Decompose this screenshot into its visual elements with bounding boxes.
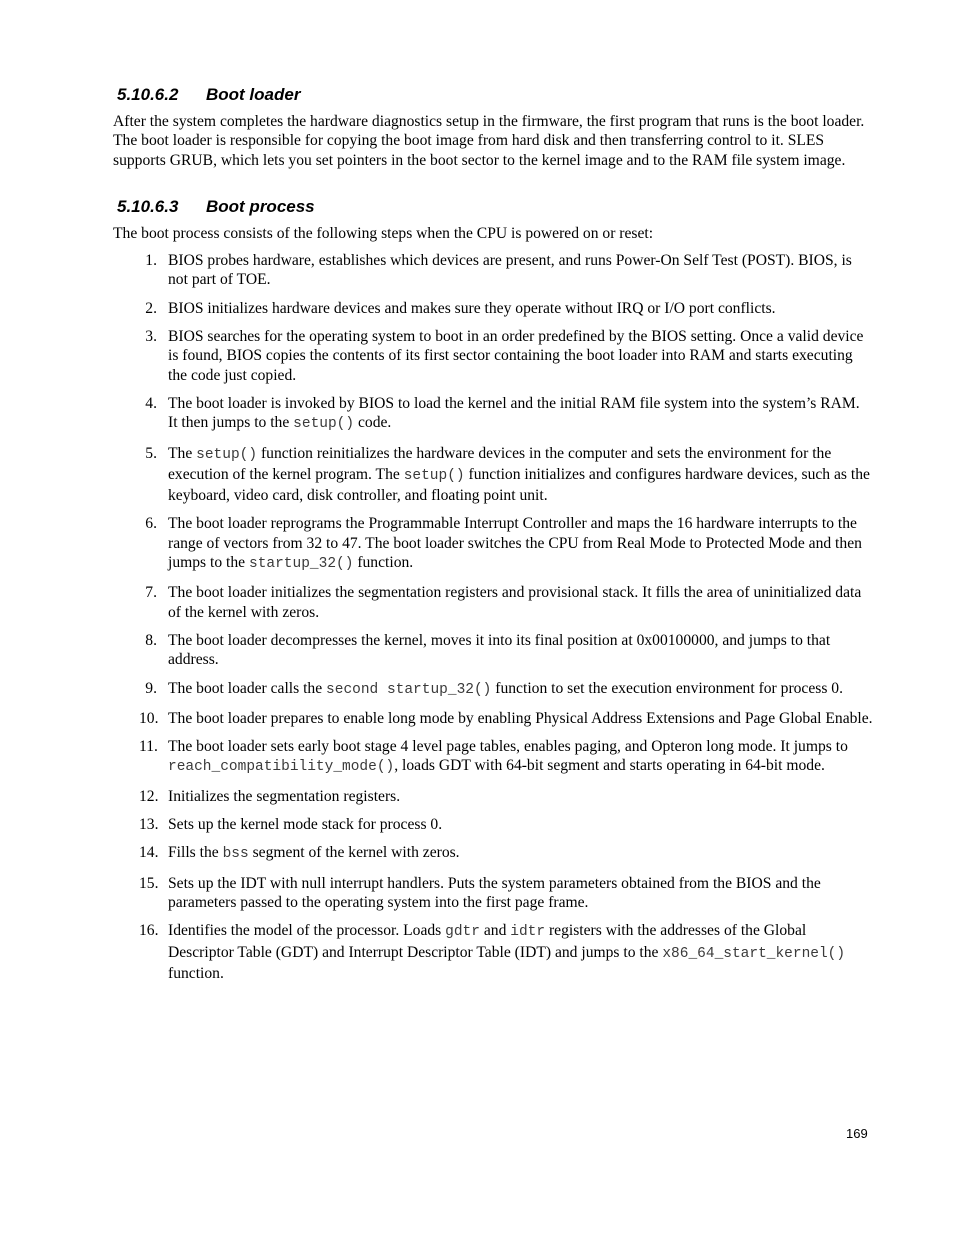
step-number: 7. — [145, 584, 157, 602]
step-number: 4. — [145, 394, 157, 412]
text-run: The boot loader decompresses the kernel, moves it into its final position at 0x00100000, and jumps to that address. — [168, 631, 831, 669]
step-text — [168, 252, 852, 288]
step-number: 6. — [145, 515, 157, 533]
step-text — [168, 710, 873, 727]
code-snippet: second startup_32() — [326, 681, 492, 698]
code-snippet: reach_compatibility_mode() — [168, 759, 395, 776]
step-text — [168, 844, 460, 861]
text-run: , loads GDT with 64-bit segment and starts operating in 64-bit mode. — [394, 757, 825, 775]
text-run: function. — [353, 554, 414, 572]
step-number: 1. — [145, 252, 157, 270]
step-number: 9. — [145, 679, 157, 697]
text-run: segment of the kernel with zeros. — [248, 844, 460, 862]
step-item — [113, 709, 873, 728]
boot-process-intro: The boot process consists of the following steps when the CPU is powered on or reset: — [113, 224, 654, 242]
text-run: function. — [168, 964, 224, 982]
step-item — [113, 679, 873, 700]
text-run: The boot loader prepares to enable long mode by enabling Physical Address Extensions and Page Global Enable. — [168, 709, 873, 727]
code-snippet: startup_32() — [249, 556, 354, 573]
text-run: The boot loader sets early boot stage 4 level page tables, enables paging, and Opteron long mode. It jumps to — [168, 738, 848, 756]
code-snippet: gdtr — [445, 924, 480, 941]
text-run: Fills the — [168, 844, 223, 862]
section-number: 5.10.6.3 — [117, 196, 179, 216]
text-run: function reinitializes the hardware devices in the computer and sets the environment for the execution of the kernel program. The — [168, 444, 832, 483]
boot-steps-list — [113, 251, 873, 983]
step-item — [113, 394, 873, 435]
step-text — [168, 584, 861, 620]
section-title: Boot process — [206, 196, 315, 216]
step-number: 5. — [145, 444, 157, 462]
step-item — [113, 514, 873, 574]
text-run: The boot loader is invoked by BIOS to load the kernel and the initial RAM file system into the system’s RAM. It then jumps to the — [168, 394, 860, 432]
step-item — [113, 299, 873, 318]
step-item — [113, 815, 873, 834]
step-item — [113, 327, 873, 385]
text-run: The boot loader initializes the segmentation registers and provisional stack. It fills the area of uninitialized data of the kernel with zeros. — [168, 584, 862, 621]
text-run: The boot loader calls the — [168, 679, 327, 697]
step-item — [113, 631, 873, 670]
text-run: function initializes and configures hardware devices, such as the keyboard, video card, disk controller, and floating point unit. — [168, 465, 870, 505]
step-number: 14. — [139, 844, 159, 862]
step-item — [113, 843, 873, 864]
step-text — [168, 680, 843, 697]
text-run: Identifies the model of the processor. Loads — [168, 922, 446, 940]
text-run: The — [168, 444, 197, 462]
step-number: 15. — [139, 874, 159, 892]
step-text — [168, 632, 830, 668]
step-item — [113, 251, 873, 290]
section-number: 5.10.6.2 — [117, 85, 179, 104]
step-text — [168, 788, 400, 805]
step-item — [113, 787, 873, 806]
step-text — [168, 922, 845, 982]
text-run: BIOS initializes hardware devices and makes sure they operate without IRQ or I/O port conflicts. — [168, 299, 776, 317]
section-title: Boot loader — [206, 85, 301, 104]
document-page — [113, 84, 873, 992]
code-snippet: bss — [222, 846, 249, 863]
code-snippet: setup() — [196, 446, 258, 463]
step-text — [168, 395, 860, 431]
step-text — [168, 328, 863, 384]
step-text — [168, 300, 776, 317]
step-number: 3. — [145, 328, 157, 346]
step-item — [113, 921, 873, 983]
code-snippet: setup() — [403, 467, 465, 484]
section-heading-boot-process — [117, 196, 873, 218]
step-item — [113, 444, 873, 506]
text-run: registers with the addresses of the Global Descriptor Table (GDT) and Interrupt Descriptor Table (IDT) and jumps to the — [168, 922, 807, 961]
text-run: BIOS searches for the operating system to boot in an order predefined by the BIOS setting. Once a valid device is found, BIOS copies the contents of its first sector containing the boot loader into RAM and starts executing the code just copied. — [168, 328, 864, 384]
section-heading-boot-loader — [117, 84, 873, 106]
step-item — [113, 874, 873, 913]
text-run: Sets up the kernel mode stack for process 0. — [168, 816, 443, 834]
step-number: 10. — [139, 709, 159, 727]
step-item — [113, 737, 873, 778]
step-number: 8. — [145, 631, 157, 649]
step-number: 13. — [139, 816, 159, 834]
step-number: 12. — [139, 787, 159, 805]
step-text — [168, 515, 862, 571]
step-text — [168, 738, 848, 774]
text-run: function to set the execution environment for process 0. — [491, 679, 844, 697]
step-number: 16. — [139, 922, 159, 940]
step-text — [168, 875, 821, 911]
text-run: BIOS probes hardware, establishes which devices are present, and runs Power-On Self Test (POST). BIOS, is not part of TOE. — [168, 252, 852, 289]
text-run: and — [479, 922, 511, 940]
code-snippet: x86_64_start_kernel() — [662, 945, 846, 962]
step-number: 2. — [145, 299, 157, 317]
code-snippet: setup() — [293, 416, 355, 433]
text-run: code. — [354, 414, 392, 432]
boot-loader-paragraph: After the system completes the hardware diagnostics setup in the firmware, the first program that runs is the boot loader. The boot loader is responsible for copying the boot image from hard disk and then transferring control to it. SLES supports GRUB, which lets you set pointers in the boot sector to the kernel image and to the RAM file system image. — [113, 113, 865, 169]
step-item — [113, 583, 873, 622]
step-text — [168, 445, 870, 505]
text-run: Initializes the segmentation registers. — [168, 787, 401, 805]
step-text — [168, 816, 442, 833]
code-snippet: idtr — [510, 924, 546, 941]
page-number: 169 — [846, 1126, 868, 1141]
text-run: Sets up the IDT with null interrupt handlers. Puts the system parameters obtained from the BIOS and the parameters passed to the operating system into the first page frame. — [168, 874, 821, 911]
step-number: 11. — [139, 738, 158, 756]
text-run: The boot loader reprograms the Programmable Interrupt Controller and maps the 16 hardware interrupts to the range of vectors from 32 to 47. The boot loader switches the CPU from Real Mode to Protected Mode and then jumps to the — [168, 515, 862, 572]
